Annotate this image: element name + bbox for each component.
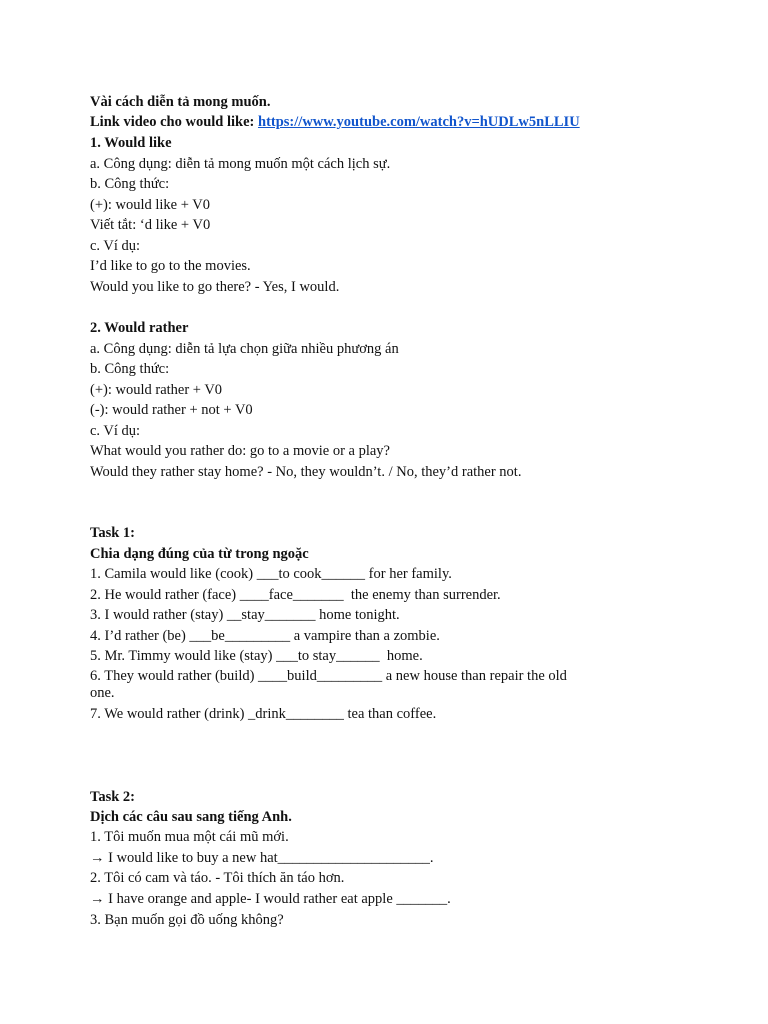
would-like-example-label: c. Ví dụ: bbox=[90, 238, 141, 254]
task2-item: → I would like to buy a new hat_____________________. bbox=[90, 850, 434, 866]
task1-item: 3. I would rather (stay) __stay_______ home tonight. bbox=[90, 607, 400, 623]
would-rather-example-label: c. Ví dụ: bbox=[90, 423, 141, 439]
task2-item: 2. Tôi có cam và táo. - Tôi thích ăn táo hơn. bbox=[90, 870, 345, 886]
video-link-line bbox=[90, 112, 580, 132]
would-like-example-1: I’d like to go to the movies. bbox=[90, 258, 251, 274]
would-like-short-form: Viết tắt: ‘d like + V0 bbox=[90, 217, 211, 233]
section-heading-would-like: 1. Would like bbox=[90, 135, 172, 151]
would-rather-usage: a. Công dụng: diễn tả lựa chọn giữa nhiều phương án bbox=[90, 341, 399, 357]
would-like-formula-label: b. Công thức: bbox=[90, 176, 170, 192]
task1-item: 7. We would rather (drink) _drink________ tea than coffee. bbox=[90, 706, 437, 722]
would-rather-example-1: What would you rather do: go to a movie or a play? bbox=[90, 443, 390, 459]
task1-item: 2. He would rather (face) ____face_______ the enemy than surrender. bbox=[90, 587, 501, 603]
would-rather-formula-positive: (+): would rather + V0 bbox=[90, 382, 223, 398]
task2-heading: Task 2: bbox=[90, 789, 136, 805]
task2-instruction: Dịch các câu sau sang tiếng Anh. bbox=[90, 809, 292, 825]
task1-item: 6. They would rather (build) ____build_________ a new house than repair the old one. bbox=[90, 668, 567, 701]
task1-item: 4. I’d rather (be) ___be_________ a vampire than a zombie. bbox=[90, 628, 440, 644]
task2-item: → I have orange and apple- I would rather eat apple _______. bbox=[90, 891, 451, 907]
task1-item: 1. Camila would like (cook) ___to cook______ for her family. bbox=[90, 566, 452, 582]
would-like-example-2: Would you like to go there? - Yes, I would. bbox=[90, 279, 340, 295]
would-rather-formula-label: b. Công thức: bbox=[90, 361, 170, 377]
video-link[interactable]: https://www.youtube.com/watch?v=hUDLw5nLLIU bbox=[258, 114, 580, 130]
task1-heading: Task 1: bbox=[90, 525, 136, 541]
task1-instruction: Chia dạng đúng của từ trong ngoặc bbox=[90, 546, 309, 562]
would-rather-example-2: Would they rather stay home? - No, they wouldn’t. / No, they’d rather not. bbox=[90, 464, 522, 480]
would-rather-formula-negative: (-): would rather + not + V0 bbox=[90, 402, 253, 418]
document-title: Vài cách diễn tả mong muốn. bbox=[90, 94, 271, 110]
task2-item: 3. Bạn muốn gọi đồ uống không? bbox=[90, 912, 284, 928]
video-link-label: Link video cho would like: bbox=[90, 114, 258, 130]
section-heading-would-rather: 2. Would rather bbox=[90, 320, 189, 336]
task1-item: 5. Mr. Timmy would like (stay) ___to stay______ home. bbox=[90, 648, 423, 664]
task2-item: 1. Tôi muốn mua một cái mũ mới. bbox=[90, 829, 289, 845]
would-like-usage: a. Công dụng: diễn tả mong muốn một cách lịch sự. bbox=[90, 156, 391, 172]
would-like-formula-positive: (+): would like + V0 bbox=[90, 197, 210, 213]
